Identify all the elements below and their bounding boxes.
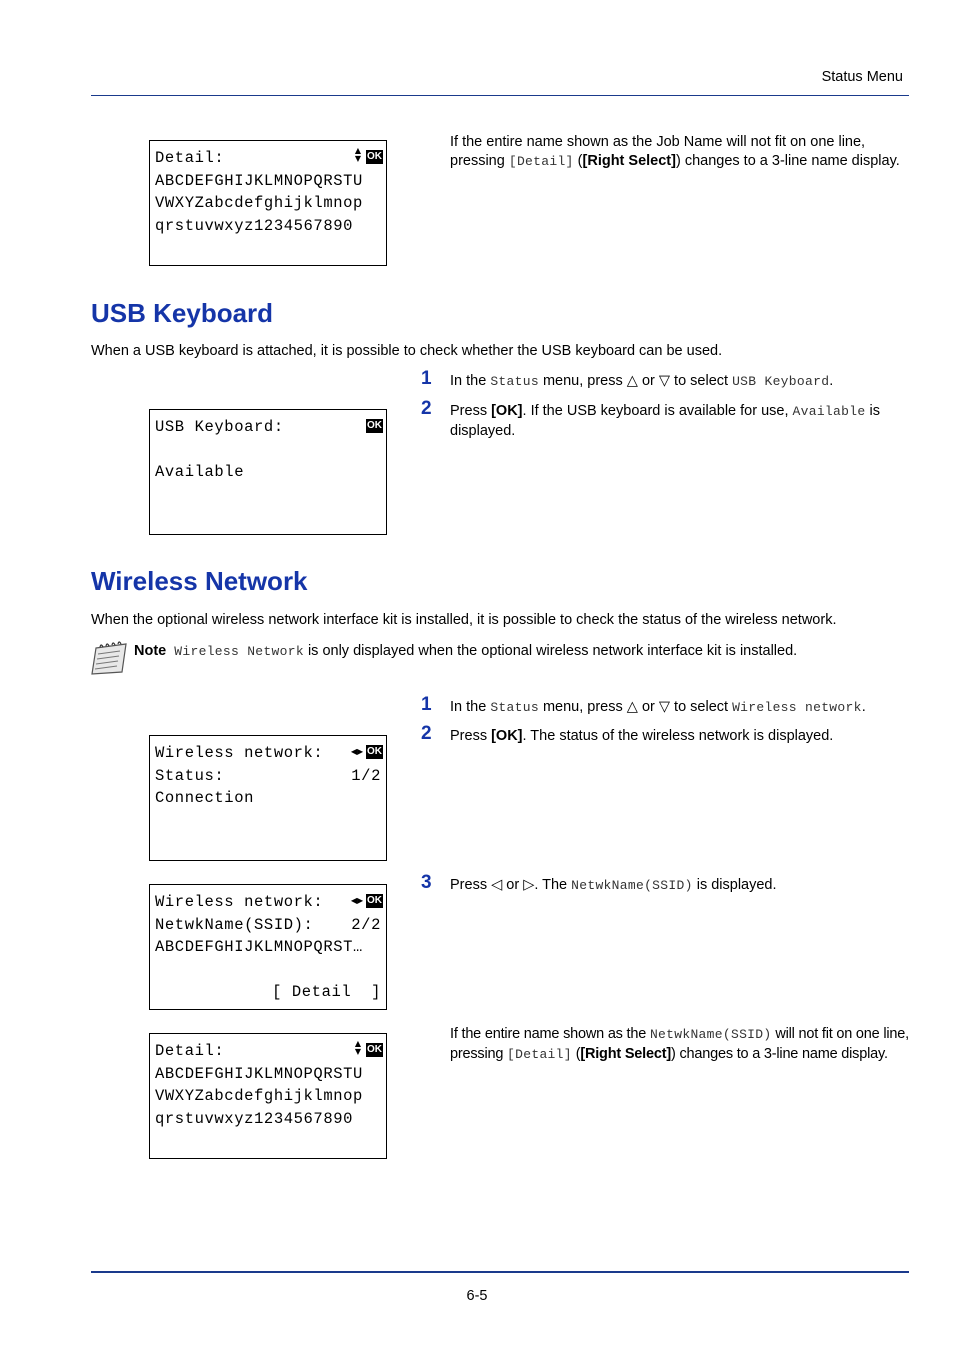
usb-keyboard-code: USB Keyboard [732,374,830,389]
ok-key: [OK] [491,728,523,744]
ssid-detail-text [450,1025,910,1064]
status-code: Status [490,700,539,715]
lcd-screen-usb-keyboard [149,409,387,535]
page-number: 6-5 [466,1288,488,1304]
text-span: ) changes to a 3-line name display. [670,1045,888,1062]
usb-step-2 [450,402,910,440]
header-rule [91,95,909,96]
text-span: is displayed. [692,877,777,893]
left-right-arrow-icon: ◀▶ [350,896,364,905]
lcd-line: USB Keyboard: [155,418,284,436]
lcd-line: qrstuvwxyz1234567890 [155,217,354,235]
detail-code: [Detail] [507,1046,572,1062]
text-span: Press ◁ or ▷. The [450,877,572,893]
text-span: . If the USB keyboard is available for use, [522,403,793,419]
lcd-line: Status: [155,767,225,785]
ok-key-icon: OK [367,746,382,757]
text-span: will not fit on one line, pressing [450,1026,909,1062]
lcd-line: Detail: [155,1042,225,1060]
lcd-line: VWXYZabcdefghijklmnop [155,194,363,212]
text-span: . The status of the wireless network is displayed. [522,728,834,744]
netwkname-code: NetwkName(SSID) [571,878,693,893]
wireless-network-code: Wireless network [732,700,862,715]
text-span: In the [450,699,491,715]
wireless-note [134,642,914,661]
usb-keyboard-description: When a USB keyboard is attached, it is possible to check whether the USB keyboard can be used. [91,343,723,359]
lcd-line: ABCDEFGHIJKLMNOPQRSTU [155,172,363,190]
ok-key-icon: OK [367,895,382,906]
lcd-line: Detail: [155,149,225,167]
wireless-network-heading: Wireless Network [91,566,308,596]
text-span: menu, press △ or ▽ to select [538,373,733,389]
lcd-line: ABCDEFGHIJKLMNOPQRSTU [155,1065,363,1083]
lcd-screen-wireless-status [149,735,387,861]
right-select-key: [Right Select] [580,1045,671,1062]
wireless-step-2 [450,727,910,746]
step-number: 2 [421,723,432,744]
up-down-arrow-icon: ▲ ▼ [354,1039,362,1056]
lcd-line: ABCDEFGHIJKLMNOPQRST… [155,938,363,956]
right-select-key: [Right Select] [582,152,676,169]
text-span: is only displayed when the optional wireless network interface kit is installed. [303,643,798,659]
lcd-page-indicator: 2/2 [351,916,381,934]
text-span: ( [571,1045,581,1062]
ok-key-icon: OK [367,1044,382,1055]
ok-key: [OK] [491,403,523,419]
text-span: ( [573,152,583,169]
note-label: Note [134,643,167,659]
up-down-arrow-icon: ▲ ▼ [354,146,362,163]
header-section-title: Status Menu [821,69,903,85]
detail-code: [Detail] [508,153,574,169]
text-span: If the entire name shown as the Job Name will not fit on one line, pressing [450,134,866,169]
text-span: If the entire name shown as the [450,1026,650,1042]
lcd-detail-softkey: [ Detail ] [272,983,381,1001]
text-span: menu, press △ or ▽ to select [538,699,733,715]
footer-rule [91,1271,909,1273]
ok-key-icon: OK [367,420,382,431]
note-pad-icon [90,640,130,676]
status-code: Status [490,374,539,389]
lcd-line: Wireless network: [155,744,324,762]
lcd-line: VWXYZabcdefghijklmnop [155,1087,363,1105]
usb-step-1 [450,372,910,392]
step-number: 2 [421,398,432,419]
usb-keyboard-heading: USB Keyboard [91,298,274,328]
available-code: Available [792,404,866,419]
wireless-network-description: When the optional wireless network interface kit is installed, it is possible to check the status of the wireless network. [91,612,837,628]
lcd-screen-ssid-detail [149,1033,387,1159]
text-span: . [861,699,866,715]
netwkname-code: NetwkName(SSID) [649,1027,772,1042]
lcd-line: Wireless network: [155,893,324,911]
left-right-arrow-icon: ◀▶ [350,747,364,756]
step-number: 1 [421,694,432,715]
text-span: is displayed. [450,403,880,439]
lcd-line: Connection [155,789,255,807]
step-number: 3 [421,872,432,893]
job-name-detail-text [450,133,910,171]
ok-key-icon: OK [367,151,382,162]
text-span: . [829,373,834,389]
wireless-step-3 [450,876,910,896]
lcd-page-indicator: 1/2 [351,767,381,785]
text-span: ) changes to a 3-line name display. [675,152,900,169]
wireless-step-1 [450,698,910,718]
lcd-screen-job-detail [149,140,387,266]
lcd-line: Available [155,463,245,481]
wireless-network-code: Wireless Network [174,644,304,659]
text-span: Press [450,728,492,744]
text-span: In the [450,373,491,389]
step-number: 1 [421,368,432,389]
text-span: Press [450,403,492,419]
lcd-screen-wireless-ssid [149,884,387,1010]
lcd-line: NetwkName(SSID): [155,916,314,934]
lcd-line: qrstuvwxyz1234567890 [155,1110,354,1128]
